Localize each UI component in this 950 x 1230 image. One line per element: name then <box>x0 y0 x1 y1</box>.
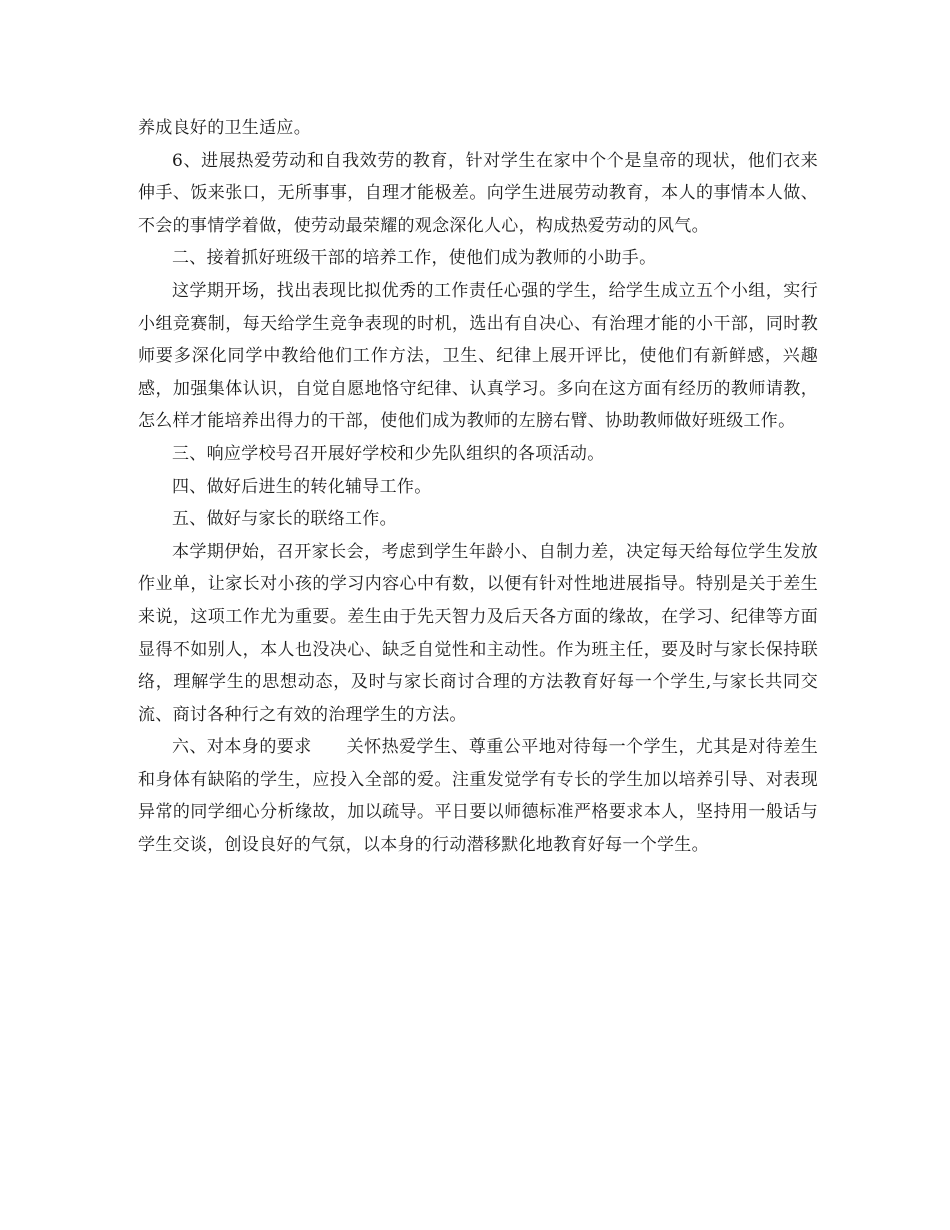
paragraph-heading-class-cadres: 二、接着抓好班级干部的培养工作，使他们成为教师的小助手。 <box>172 248 657 269</box>
paragraph-heading-school-activities: 三、响应学校号召开展好学校和少先队组织的各项活动。 <box>172 443 605 464</box>
paragraph-parent-contact: 本学期伊始，召开家长会，考虑到学生年龄小、自制力差，决定每天给每位学生发放作业单，让家长对小孩的学习内容心中有数，以便有针对性地进展指导。特别是关于差生来说，这项工作尤为重要。差生由于先天智力及后天各方面的缘故，在学习、纪律等方面显得不如别人，本人也没决心、缺乏自觉性和主动性。作为班主任，要及时与家长保持联络，理解学生的思想动态，及时与家长商讨合理的方法教育好每一个学生,与家长共同交流、商讨各种行之有效的治理学生的方法。 <box>138 541 818 725</box>
paragraph-continuation: 养成良好的卫生适应。 <box>138 118 311 138</box>
paragraph-class-cadres: 这学期开场，找出表现比拟优秀的工作责任心强的学生，给学生成立五个小组，实行小组竞赛制，每天给学生竞争表现的时机，选出有自决心、有治理才能的小干部，同时教师要多深化同学中教给他们工作方法，卫生、纪律上展开评比，使他们有新鲜感，兴趣感，加强集体认识，自觉自愿地恪守纪律、认真学习。多向在这方面有经历的教师请教，怎么样才能培养出得力的干部，使他们成为教师的左膀右臂、协助教师做好班级工作。 <box>138 280 818 432</box>
paragraph-heading-parent-contact: 五、做好与家长的联络工作。 <box>172 509 397 530</box>
paragraph-self-requirements: 六、对本身的要求 关怀热爱学生、尊重公平地对待每一个学生，尤其是对待差生和身体有缺陷的学生，应投入全部的爱。注重发觉学有专长的学生加以培养引导、对表现异常的同学细心分析缘故，加以疏导。平日要以师德标准严格要求本人，坚持用一般话与学生交谈，创设良好的气氛，以本身的行动潜移默化地教育好每一个学生。 <box>138 737 818 856</box>
paragraph-heading-struggling-students: 四、做好后进生的转化辅导工作。 <box>172 476 432 497</box>
document-body <box>138 112 818 862</box>
paragraph-labor-education: 6、进展热爱劳动和自我效劳的教育，针对学生在家中个个是皇帝的现状，他们衣来伸手、饭来张口，无所事事，自理才能极差。向学生进展劳动教育，本人的事情本人做、不会的事情学着做，使劳动最荣耀的观念深化人心，构成热爱劳动的风气。 <box>138 150 818 236</box>
